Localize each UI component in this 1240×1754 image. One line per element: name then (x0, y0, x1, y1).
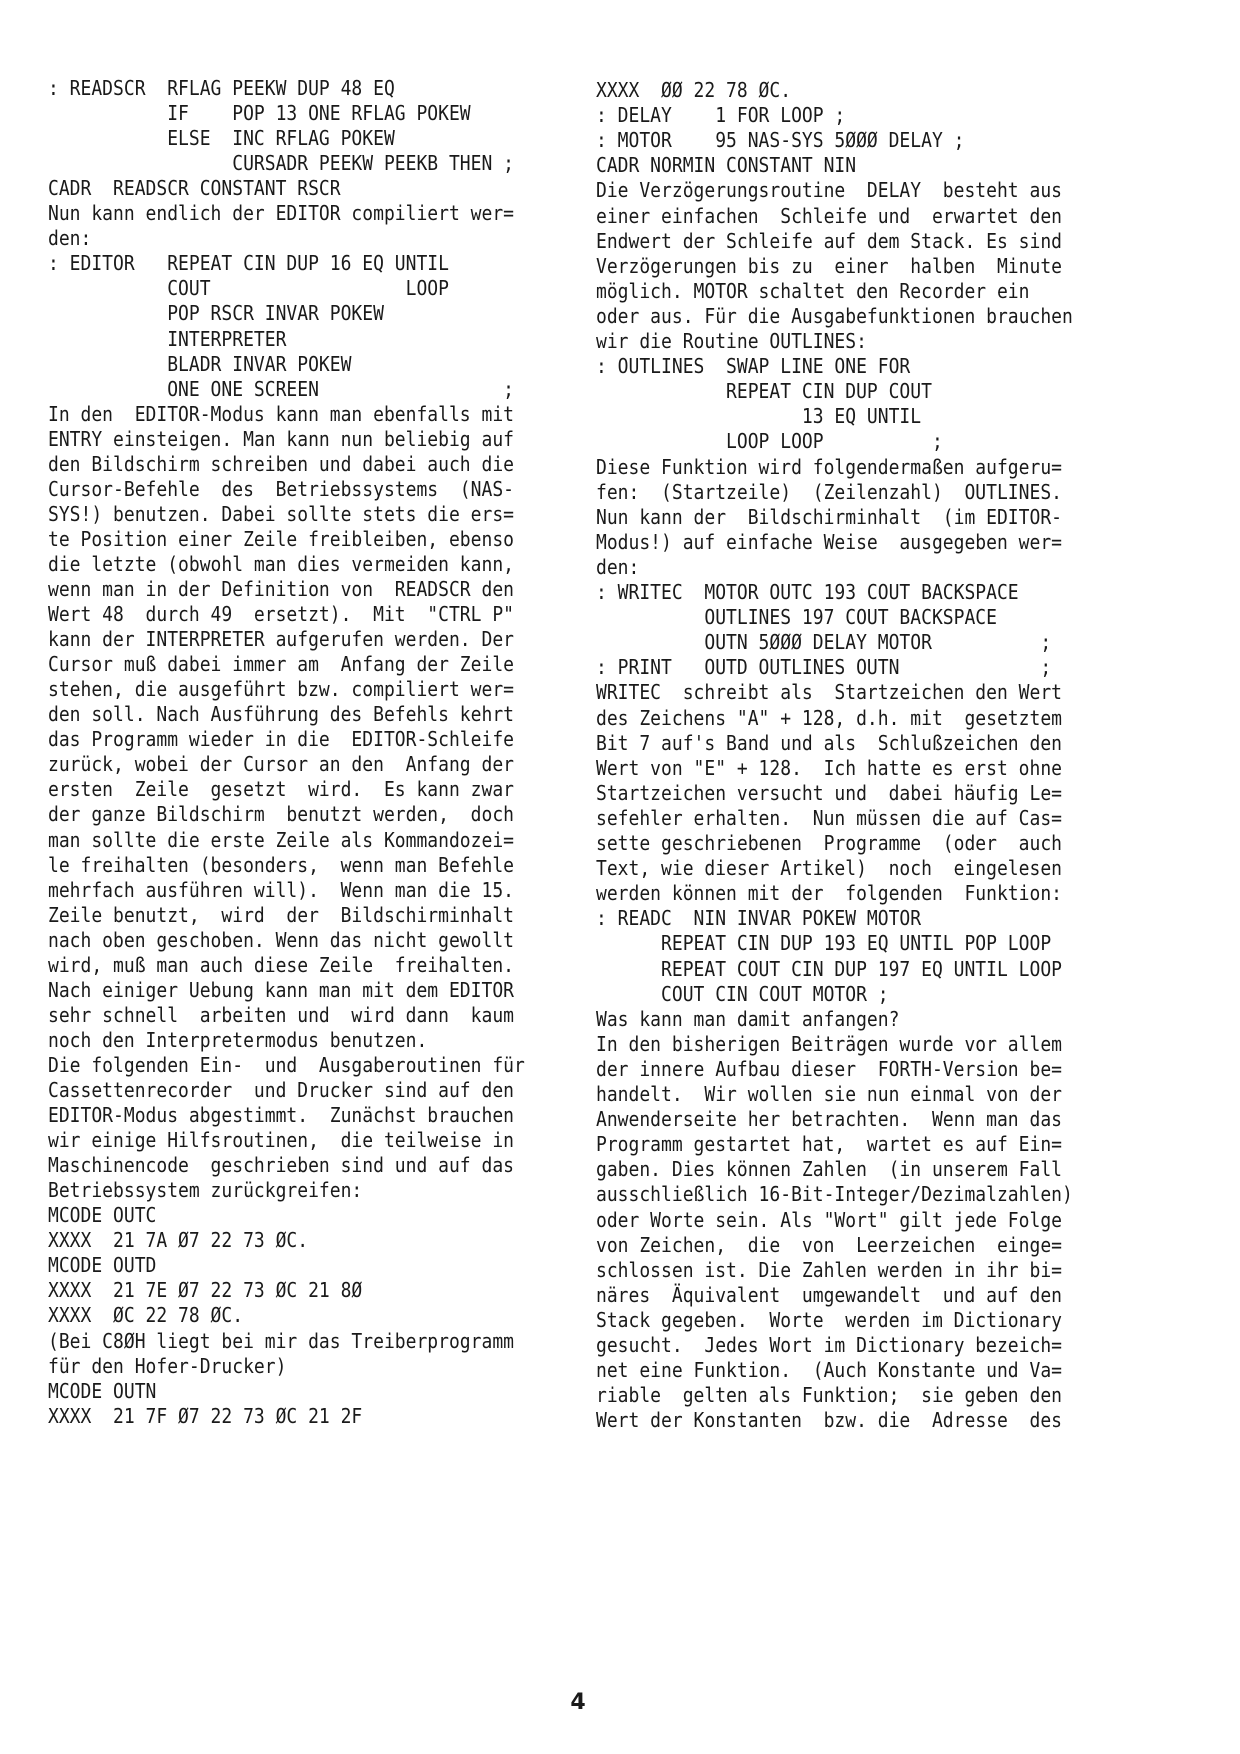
text-line: sette geschriebenen Programme (oder auch (596, 831, 1062, 855)
text-line: oder aus. Für die Ausgabefunktionen brauchen (596, 303, 1073, 328)
text-line: Zeile benutzt, wird der Bildschirminhalt (48, 902, 514, 927)
text-line: ausschließlich 16-Bit-Integer/Dezimalzahlen) (596, 1182, 1073, 1207)
text-line: Cursor-Befehle des Betriebssystems (NAS- (48, 476, 514, 501)
text-line: der ganze Bildschirm benutzt werden, doch (48, 802, 514, 827)
text-line: gaben. Dies können Zahlen (in unserem Fall (596, 1157, 1062, 1182)
text-line: handelt. Wir wollen sie nun einmal von der (596, 1082, 1062, 1106)
text-line: ONE ONE SCREEN ; (48, 376, 514, 401)
text-line: kann der INTERPRETER aufgerufen werden. Der (48, 627, 514, 652)
text-line: Wert 48 durch 49 ersetzt). Mit "CTRL P" (48, 602, 514, 627)
text-line: Cassettenrecorder und Drucker sind auf den (48, 1078, 514, 1102)
text-line: Was kann man damit anfangen? (596, 1006, 900, 1031)
text-line: : EDITOR REPEAT CIN DUP 16 EQ UNTIL (48, 251, 449, 276)
text-line: POP RSCR INVAR POKEW (48, 301, 384, 326)
text-line: CURSADR PEEKW PEEKB THEN ; (48, 151, 514, 176)
text-line: MCODE OUTD (48, 1253, 157, 1278)
text-line: (Bei C8ØH liegt bei mir das Treiberprogramm (48, 1328, 514, 1353)
text-line: den: (48, 226, 92, 251)
text-line: ersten Zeile gesetzt wird. Es kann zwar (48, 777, 514, 802)
text-line: COUT CIN COUT MOTOR ; (596, 981, 889, 1006)
text-line: wir die Routine OUTLINES: (596, 329, 867, 353)
text-line: möglich. MOTOR schaltet den Recorder ein (596, 278, 1030, 303)
text-line: : PRINT OUTD OUTLINES OUTN ; (596, 655, 1052, 680)
text-line: den: (596, 554, 640, 579)
text-line: Nun kann der Bildschirminhalt (im EDITOR- (596, 504, 1062, 529)
text-line: Anwenderseite her betrachten. Wenn man das (596, 1107, 1062, 1132)
text-line: In den EDITOR-Modus kann man ebenfalls mit (48, 401, 514, 426)
text-line: : OUTLINES SWAP LINE ONE FOR (596, 354, 911, 379)
text-line: der innere Aufbau dieser FORTH-Version be= (596, 1056, 1062, 1081)
text-line: fen: (Startzeile) (Zeilenzahl) OUTLINES. (596, 479, 1062, 504)
text-line: werden können mit der folgenden Funktion: (596, 881, 1062, 906)
text-line: : READC NIN INVAR POKEW MOTOR (596, 906, 922, 931)
text-line: ENTRY einsteigen. Man kann nun beliebig auf (48, 426, 514, 451)
text-line: Wert der Konstanten bzw. die Adresse des (596, 1408, 1062, 1433)
text-line: Diese Funktion wird folgendermaßen aufgeru= (596, 454, 1062, 479)
text-line: wird, muß man auch diese Zeile freihalten. (48, 952, 514, 977)
text-line: IF POP 13 ONE RFLAG POKEW (48, 101, 471, 126)
text-line: REPEAT CIN DUP 193 EQ UNTIL POP LOOP (596, 931, 1052, 956)
text-line: gesucht. Jedes Wort im Dictionary bezeich= (596, 1333, 1062, 1357)
text-line: Nach einiger Uebung kann man mit dem EDITOR (48, 977, 514, 1002)
text-line: man sollte die erste Zeile als Kommandozei= (48, 827, 514, 852)
text-line: einer einfachen Schleife und erwartet den (596, 203, 1062, 228)
text-line: von Zeichen, die von Leerzeichen einge= (596, 1232, 1062, 1257)
text-line: In den bisherigen Beiträgen wurde vor allem (596, 1031, 1062, 1056)
text-line: wenn man in der Definition von READSCR den (48, 577, 514, 601)
text-line: Text, wie dieser Artikel) noch eingelesen (596, 856, 1062, 881)
text-line: Betriebssystem zurückgreifen: (48, 1178, 363, 1203)
text-line: OUTLINES 197 COUT BACKSPACE (596, 605, 997, 630)
text-line: BLADR INVAR POKEW (48, 351, 352, 376)
text-line: net eine Funktion. (Auch Konstante und Va= (596, 1358, 1062, 1383)
page-number: 4 (570, 1690, 586, 1715)
text-line: : WRITEC MOTOR OUTC 193 COUT BACKSPACE (596, 580, 1019, 604)
text-line: MCODE OUTC (48, 1203, 157, 1228)
text-line: mehrfach ausführen will). Wenn man die 15. (48, 877, 514, 902)
text-line: le freihalten (besonders, wenn man Befehle (48, 852, 514, 877)
text-line: Bit 7 auf's Band und als Schlußzeichen den (596, 730, 1062, 755)
text-line: INTERPRETER (48, 326, 287, 351)
text-line: XXXX ØØ 22 78 ØC. (596, 78, 792, 102)
text-line: SYS!) benutzen. Dabei sollte stets die ers= (48, 501, 514, 526)
text-line: Cursor muß dabei immer am Anfang der Zeile (48, 652, 514, 677)
text-line: EDITOR-Modus abgestimmt. Zunächst brauchen (48, 1103, 514, 1128)
text-line: näres Äquivalent umgewandelt und auf den (596, 1282, 1062, 1307)
text-line: sefehler erhalten. Nun müssen die auf Cas= (596, 805, 1062, 830)
text-line: : READSCR RFLAG PEEKW DUP 48 EQ (48, 76, 395, 100)
text-line: oder Worte sein. Als "Wort" gilt jede Folge (596, 1207, 1062, 1232)
text-line: CADR NORMIN CONSTANT NIN (596, 153, 857, 178)
text-line: den soll. Nach Ausführung des Befehls kehrt (48, 702, 514, 727)
text-line: Stack gegeben. Worte werden im Dictionary (596, 1307, 1062, 1332)
text-line: sehr schnell arbeiten und wird dann kaum (48, 1002, 514, 1027)
text-line: für den Hofer-Drucker) (48, 1353, 287, 1378)
text-line: 13 EQ UNTIL (596, 404, 922, 429)
text-line: Endwert der Schleife auf dem Stack. Es sind (596, 228, 1062, 253)
text-line: Startzeichen versucht und dabei häufig Le= (596, 780, 1062, 805)
text-line: WRITEC schreibt als Startzeichen den Wert (596, 680, 1062, 705)
text-line: Die Verzögerungsroutine DELAY besteht aus (596, 178, 1062, 203)
text-line: Programm gestartet hat, wartet es auf Ein= (596, 1132, 1062, 1157)
text-line: REPEAT CIN DUP COUT (596, 379, 932, 404)
text-line: den Bildschirm schreiben und dabei auch die (48, 451, 514, 476)
text-line: : MOTOR 95 NAS-SYS 5ØØØ DELAY ; (596, 128, 965, 153)
text-line: XXXX 21 7E Ø7 22 73 ØC 21 8Ø (48, 1278, 363, 1303)
text-line: Maschinencode geschrieben sind und auf das (48, 1153, 514, 1178)
text-line: MCODE OUTN (48, 1378, 157, 1403)
text-line: Verzögerungen bis zu einer halben Minute (596, 253, 1062, 278)
text-line: stehen, die ausgeführt bzw. compiliert wer= (48, 677, 514, 702)
text-line: Nun kann endlich der EDITOR compiliert wer= (48, 201, 514, 226)
text-line: des Zeichens "A" + 128, d.h. mit gesetztem (596, 705, 1062, 730)
text-line: zurück, wobei der Cursor an den Anfang der (48, 752, 514, 777)
text-line: wir einige Hilfsroutinen, die teilweise in (48, 1128, 514, 1153)
text-line: CADR READSCR CONSTANT RSCR (48, 176, 341, 201)
text-line: OUTN 5ØØØ DELAY MOTOR ; (596, 630, 1052, 655)
text-line: ELSE INC RFLAG POKEW (48, 126, 395, 151)
text-line: Modus!) auf einfache Weise ausgegeben wer= (596, 529, 1062, 554)
text-line: COUT LOOP (48, 276, 449, 301)
text-line: riable gelten als Funktion; sie geben den (596, 1383, 1062, 1408)
text-line: noch den Interpretermodus benutzen. (48, 1027, 428, 1052)
text-line: Wert von "E" + 128. Ich hatte es erst ohne (596, 755, 1062, 780)
text-line: XXXX ØC 22 78 ØC. (48, 1303, 244, 1328)
text-line: XXXX 21 7F Ø7 22 73 ØC 21 2F (48, 1403, 363, 1428)
text-line: : DELAY 1 FOR LOOP ; (596, 103, 846, 128)
text-line: REPEAT COUT CIN DUP 197 EQ UNTIL LOOP (596, 956, 1062, 981)
text-line: nach oben geschoben. Wenn das nicht gewollt (48, 927, 514, 952)
text-line: LOOP LOOP ; (596, 429, 943, 454)
text-line: die letzte (obwohl man dies vermeiden kann, (48, 551, 514, 576)
text-line: te Position einer Zeile freibleiben, ebenso (48, 526, 514, 551)
text-line: Die folgenden Ein- und Ausgaberoutinen für (48, 1052, 525, 1077)
text-line: XXXX 21 7A Ø7 22 73 ØC. (48, 1228, 309, 1253)
text-line: das Programm wieder in die EDITOR-Schleife (48, 727, 514, 752)
text-line: schlossen ist. Die Zahlen werden in ihr bi= (596, 1257, 1062, 1282)
